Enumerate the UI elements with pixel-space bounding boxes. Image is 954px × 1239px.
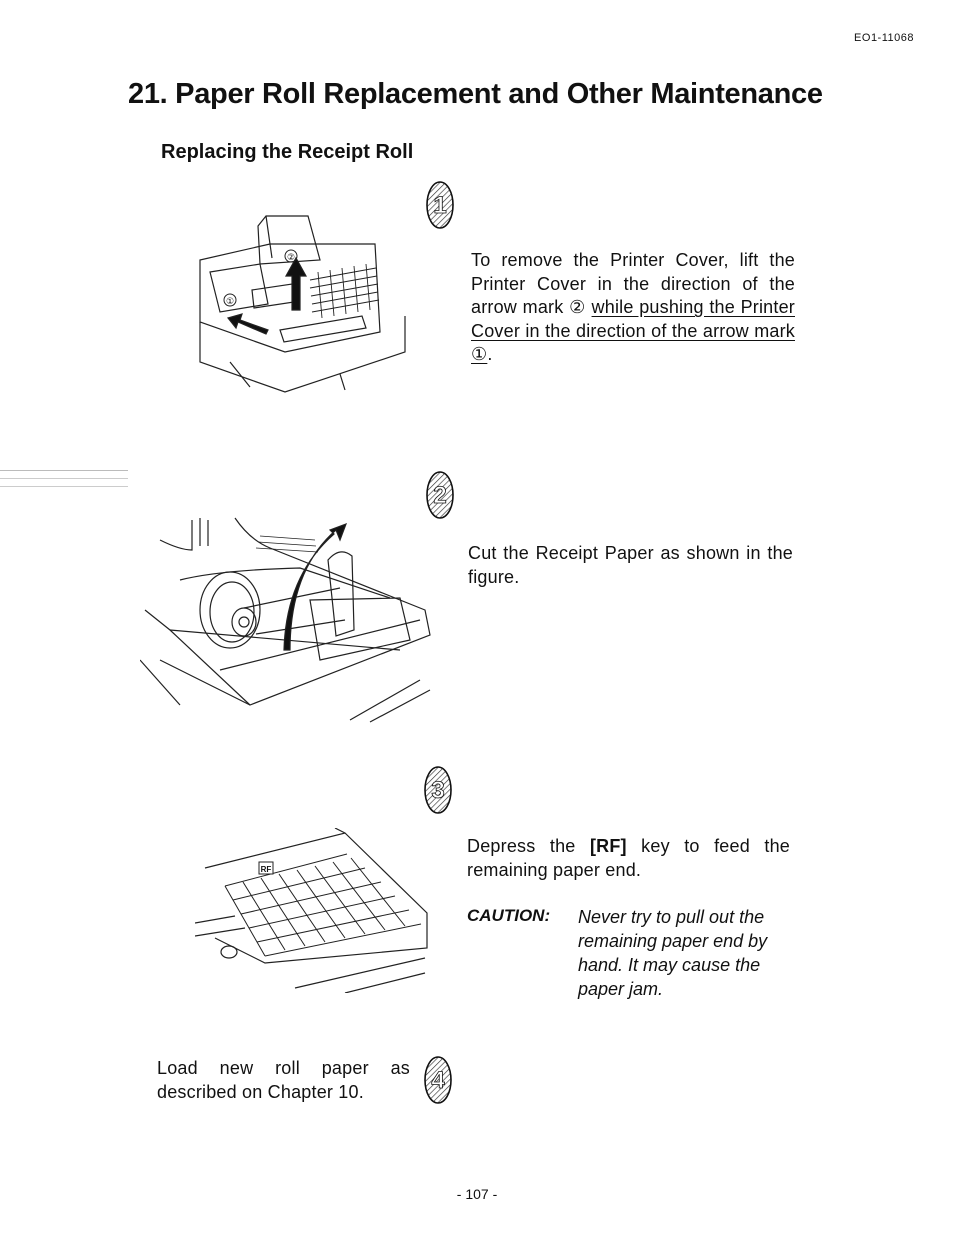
step-4-badge-icon [423, 1055, 453, 1105]
cut-receipt-paper-illustration [140, 510, 435, 730]
step-1-text: To remove the Printer Cover, lift the Printer Cover in the direction of the arrow mark ② [471, 250, 795, 317]
arrow-mark-2-label: ② [286, 252, 296, 262]
step-1-badge-icon [425, 180, 455, 230]
step-1-number: 1 [433, 192, 447, 219]
caution-label: CAUTION: [467, 906, 551, 925]
step-1-instruction [471, 249, 795, 367]
step-4-instruction: Load new roll paper as described on Chapter 10. [157, 1058, 410, 1102]
caution-text: Never try to pull out the remaining paper end by hand. It may cause the paper jam. [578, 907, 768, 999]
rf-key-label: RF [260, 865, 272, 874]
scan-artifact-line [0, 470, 128, 471]
chapter-title: 21. Paper Roll Replacement and Other Maintenance [128, 78, 823, 110]
step-4-number: 4 [431, 1067, 445, 1094]
step-3-instruction [467, 835, 790, 882]
scan-artifact-line [0, 478, 128, 479]
step-1-underlined-text: while pushing the Printer Cover in the direction of the arrow mark ① [471, 297, 795, 364]
step-2-number: 2 [433, 482, 447, 509]
keyboard-rf-key-illustration [195, 828, 435, 993]
step-3-number: 3 [431, 777, 445, 804]
arrow-mark-1-label: ① [225, 296, 235, 306]
section-title: Replacing the Receipt Roll [161, 141, 414, 163]
step-2-instruction: Cut the Receipt Paper as shown in the figure. [468, 543, 793, 587]
step-3-text-after: key to feed the remaining paper end. [467, 836, 790, 880]
scan-artifact-line [0, 486, 128, 487]
step-3-badge-icon [423, 765, 453, 815]
printer-cover-illustration [190, 212, 415, 397]
rf-key-name: [RF] [589, 836, 627, 856]
step-3-text-before: Depress the [467, 836, 590, 856]
document-id: EO1-11068 [854, 32, 914, 44]
page-number: - 107 - [456, 1186, 498, 1202]
step-1-text-end: . [487, 344, 493, 364]
